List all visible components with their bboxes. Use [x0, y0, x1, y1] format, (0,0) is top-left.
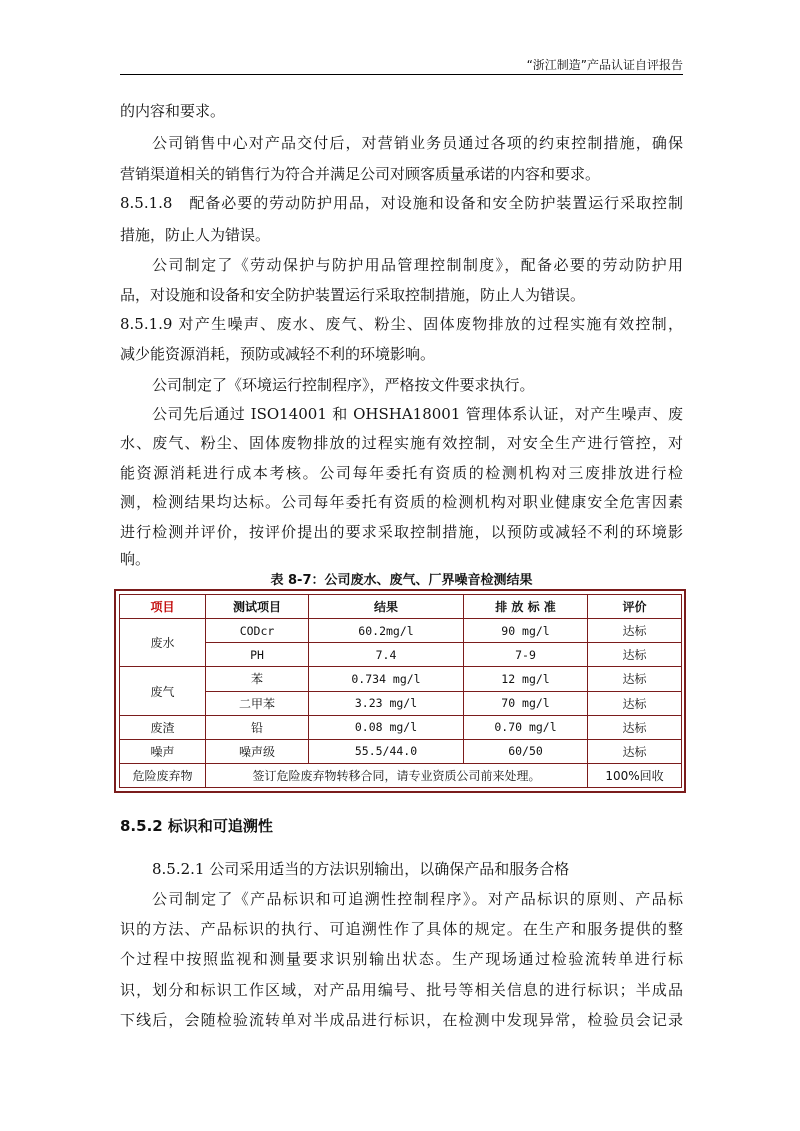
- table-row: [120, 619, 682, 643]
- clause-8-5-2-1: 8.5.2.1 公司采用适当的方法识别输出，以确保产品和服务合格: [152, 860, 570, 878]
- standard-cell: 60/50: [464, 739, 588, 763]
- paragraph-line: 能资源消耗进行成本考核。公司每年委托有资质的检测机构对三废排放进行检: [120, 464, 683, 482]
- table-row: [120, 763, 682, 787]
- result-cell: 55.5/44.0: [309, 739, 464, 763]
- section-heading: 8.5.2 标识和可追溯性: [120, 817, 273, 835]
- result-cell: 3.23 mg/l: [309, 691, 464, 715]
- paragraph-line: 响。: [120, 550, 151, 568]
- paragraph-line: 公司制定了《环境运行控制程序》，严格按文件要求执行。: [152, 376, 535, 394]
- column-header: 评价: [588, 595, 682, 619]
- standard-cell: 90 mg/l: [464, 619, 588, 643]
- test-item-cell: CODcr: [206, 619, 309, 643]
- paragraph-line: 公司制定了《劳动保护与防护用品管理控制制度》，配备必要的劳动防护用: [152, 256, 683, 274]
- test-item-cell: 铅: [206, 715, 309, 739]
- standard-cell: 12 mg/l: [464, 667, 588, 691]
- column-header: 排 放 标 准: [464, 595, 588, 619]
- note-cell: 签订危险废弃物转移合同，请专业资质公司前来处理。: [206, 763, 588, 787]
- evaluation-cell: 达标: [588, 619, 682, 643]
- column-header: 项目: [120, 595, 206, 619]
- paragraph-line: 公司销售中心对产品交付后，对营销业务员通过各项的约束控制措施，确保: [152, 134, 683, 152]
- group-cell: 废渣: [120, 715, 206, 739]
- test-item-cell: 苯: [206, 667, 309, 691]
- paragraph-line: 品，对设施和设备和安全防护装置运行采取控制措施，防止人为错误。: [120, 286, 586, 304]
- table-caption: 表 8-7：公司废水、废气、厂界噪音检测结果: [270, 573, 533, 588]
- result-cell: 60.2mg/l: [309, 619, 464, 643]
- column-header: 测试项目: [206, 595, 309, 619]
- paragraph-line: 公司制定了《产品标识和可追溯性控制程序》。对产品标识的原则、产品标: [152, 890, 683, 908]
- table-header-row: [120, 595, 682, 619]
- group-cell: 废气: [120, 667, 206, 715]
- paragraph-line: 的内容和要求。: [120, 102, 226, 120]
- standard-cell: 7-9: [464, 643, 588, 667]
- group-cell: 噪声: [120, 739, 206, 763]
- table-row: [120, 715, 682, 739]
- paragraph-line: 进行检测并评价，按评价提出的要求采取控制措施，以预防或减轻不利的环境影: [120, 523, 683, 541]
- paragraph-line: 识的方法、产品标识的执行、可追溯性作了具体的规定。在生产和服务提供的整: [120, 920, 683, 938]
- paragraph-line: 措施，防止人为错误。: [120, 226, 271, 244]
- evaluation-cell: 达标: [588, 643, 682, 667]
- evaluation-cell: 100%回收: [588, 763, 682, 787]
- evaluation-cell: 达标: [588, 739, 682, 763]
- test-item-cell: 二甲苯: [206, 691, 309, 715]
- test-item-cell: 噪声级: [206, 739, 309, 763]
- evaluation-cell: 达标: [588, 715, 682, 739]
- evaluation-cell: 达标: [588, 691, 682, 715]
- paragraph-line: 水、废气、粉尘、固体废物排放的过程实施有效控制，对安全生产进行管控，对: [120, 434, 683, 452]
- paragraph-line: 公司先后通过 ISO14001 和 OHSHA18001 管理体系认证，对产生噪声、废: [152, 405, 683, 423]
- paragraph-line: 个过程中按照监视和测量要求识别输出状态。生产现场通过检验流转单进行标: [120, 950, 683, 968]
- table-row: [120, 667, 682, 691]
- result-cell: 0.08 mg/l: [309, 715, 464, 739]
- paragraph-line: 营销渠道相关的销售行为符合并满足公司对顾客质量承诺的内容和要求。: [120, 165, 601, 183]
- result-cell: 7.4: [309, 643, 464, 667]
- standard-cell: 70 mg/l: [464, 691, 588, 715]
- paragraph-line: 测，检测结果均达标。公司每年委托有资质的检测机构对职业健康安全危害因素: [120, 493, 683, 511]
- paragraph-line: 减少能资源消耗，预防或减轻不利的环境影响。: [120, 345, 436, 363]
- test-item-cell: PH: [206, 643, 309, 667]
- paragraph-line: 下线后，会随检验流转单对半成品进行标识，在检测中发现异常，检验员会记录: [120, 1011, 683, 1029]
- table-row: [120, 739, 682, 763]
- header-divider: [120, 74, 683, 75]
- result-cell: 0.734 mg/l: [309, 667, 464, 691]
- paragraph-line: 识，划分和标识工作区域，对产品用编号、批号等相关信息的进行标识；半成品: [120, 981, 683, 999]
- standard-cell: 0.70 mg/l: [464, 715, 588, 739]
- group-cell: 危险废弃物: [120, 763, 206, 787]
- column-header: 结果: [309, 595, 464, 619]
- clause-8-5-1-9: 8.5.1.9 对产生噪声、废水、废气、粉尘、固体废物排放的过程实施有效控制，: [120, 315, 683, 333]
- emission-results-table: [114, 589, 686, 793]
- page-header: “浙江制造”产品认证自评报告: [526, 58, 683, 72]
- group-cell: 废水: [120, 619, 206, 667]
- evaluation-cell: 达标: [588, 667, 682, 691]
- clause-8-5-1-8: 8.5.1.8 配备必要的劳动防护用品，对设施和设备和安全防护装置运行采取控制: [120, 194, 683, 212]
